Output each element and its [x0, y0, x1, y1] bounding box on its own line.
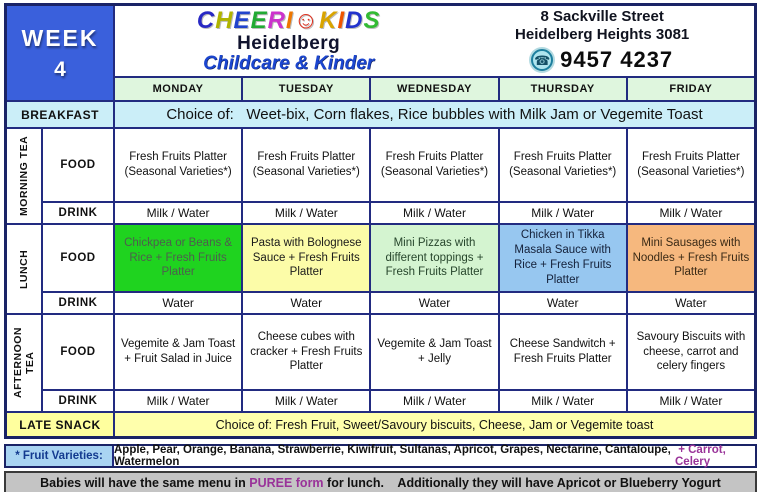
lunch-drink-monday: Water	[115, 293, 241, 313]
lunch-drink-thursday: Water	[500, 293, 626, 313]
afternoon-tea-food-tuesday: Cheese cubes with cracker + Fresh Fruits Platter	[243, 315, 369, 389]
afternoon-tea-drink-wednesday: Milk / Water	[371, 391, 497, 411]
morning-tea-food-wednesday: Fresh Fruits Platter (Seasonal Varieties*)	[371, 129, 497, 201]
address-line1: 8 Sackville Street	[540, 8, 664, 26]
afternoon-tea-drink-friday: Milk / Water	[628, 391, 754, 411]
day-header-thursday: THURSDAY	[500, 78, 626, 100]
week-box	[7, 6, 113, 100]
afternoon-tea-label: AFTERNOON TEA	[7, 315, 41, 411]
afternoon-tea-drink-monday: Milk / Water	[115, 391, 241, 411]
lunch-label: LUNCH	[7, 225, 41, 313]
org-type: Childcare & Kinder	[203, 52, 375, 74]
lunch-drink-tuesday: Water	[243, 293, 369, 313]
afternoon-tea-drink-label: DRINK	[43, 391, 113, 411]
afternoon-tea-food-thursday: Cheese Sandwitch + Fresh Fruits Platter	[500, 315, 626, 389]
cheeriokids-logo: CHEERI☺KIDS	[196, 7, 381, 35]
fruit-varieties-list	[114, 446, 755, 466]
lunch-food-friday: Mini Sausages with Noodles + Fresh Fruits Platter	[628, 225, 754, 291]
lunch-food-thursday: Chicken in Tikka Masala Sauce with Rice + Fresh Fruits Platter	[500, 225, 626, 291]
late-snack-label: LATE SNACK	[7, 413, 113, 436]
morning-tea-drink-friday: Milk / Water	[628, 203, 754, 223]
week-number: 4	[54, 57, 66, 81]
afternoon-tea-food-wednesday: Vegemite & Jam Toast + Jelly	[371, 315, 497, 389]
morning-tea-food-tuesday: Fresh Fruits Platter (Seasonal Varieties*)	[243, 129, 369, 201]
morning-tea-food-friday: Fresh Fruits Platter (Seasonal Varieties*)	[628, 129, 754, 201]
morning-tea-drink-thursday: Milk / Water	[500, 203, 626, 223]
lunch-food-tuesday: Pasta with Bolognese Sauce + Fresh Fruits Platter	[243, 225, 369, 291]
lunch-drink-friday: Water	[628, 293, 754, 313]
morning-tea-drink-monday: Milk / Water	[115, 203, 241, 223]
morning-tea-drink-label: DRINK	[43, 203, 113, 223]
breakfast-content: Choice of: Weet-bix, Corn flakes, Rice bubbles with Milk Jam or Vegemite Toast	[115, 102, 754, 127]
header-area	[115, 6, 754, 76]
lunch-drink-wednesday: Water	[371, 293, 497, 313]
phone-row	[531, 47, 673, 73]
afternoon-tea-food-monday: Vegemite & Jam Toast + Fruit Salad in Juice	[115, 315, 241, 389]
lunch-food-wednesday: Mini Pizzas with different toppings + Fresh Fruits Platter	[371, 225, 497, 291]
afternoon-tea-drink-thursday: Milk / Water	[500, 391, 626, 411]
day-header-friday: FRIDAY	[628, 78, 754, 100]
day-header-monday: MONDAY	[115, 78, 241, 100]
morning-tea-drink-wednesday: Milk / Water	[371, 203, 497, 223]
day-header-tuesday: TUESDAY	[243, 78, 369, 100]
morning-tea-label: MORNING TEA	[7, 129, 41, 223]
lunch-food-monday: Chickpea or Beans & Rice + Fresh Fruits Platter	[115, 225, 241, 291]
babies-note-bar	[4, 471, 757, 492]
logo-block	[121, 8, 456, 73]
weekly-menu-table	[4, 3, 757, 439]
org-city: Heidelberg	[237, 32, 341, 54]
day-header-wednesday: WEDNESDAY	[371, 78, 497, 100]
afternoon-tea-food-label: FOOD	[43, 315, 113, 389]
phone-icon: ☎	[531, 49, 553, 71]
week-label: WEEK	[21, 24, 99, 51]
phone-number: 9457 4237	[560, 47, 674, 73]
babies-note-post: for lunch. Additionally they will have Apricot or Blueberry Yogurt	[323, 476, 721, 490]
address-line2: Heidelberg Heights 3081	[515, 26, 690, 44]
late-snack-content: Choice of: Fresh Fruit, Sweet/Savoury biscuits, Cheese, Jam or Vegemite toast	[115, 413, 754, 436]
fruit-varieties-label: * Fruit Varieties:	[6, 446, 112, 466]
fruit-list-main: Apple, Pear, Orange, Banana, Strawberrie, Kiwifruit, Sultanas, Apricot, Grapes, Nectarine, Cantaloupe, Watermelon	[114, 444, 675, 468]
lunch-food-label: FOOD	[43, 225, 113, 291]
breakfast-label: BREAKFAST	[7, 102, 113, 127]
morning-tea-drink-tuesday: Milk / Water	[243, 203, 369, 223]
morning-tea-food-monday: Fresh Fruits Platter (Seasonal Varieties*)	[115, 129, 241, 201]
morning-tea-food-thursday: Fresh Fruits Platter (Seasonal Varieties*)	[500, 129, 626, 201]
morning-tea-food-label: FOOD	[43, 129, 113, 201]
fruit-varieties-bar	[4, 444, 757, 468]
address-block	[456, 8, 748, 73]
afternoon-tea-food-friday: Savoury Biscuits with cheese, carrot and celery fingers	[628, 315, 754, 389]
lunch-drink-label: DRINK	[43, 293, 113, 313]
afternoon-tea-drink-tuesday: Milk / Water	[243, 391, 369, 411]
babies-note-highlight: PUREE form	[249, 476, 324, 490]
babies-note-pre: Babies will have the same menu in	[40, 476, 250, 490]
fruit-list-suffix: + Carrot, Celery	[675, 444, 730, 468]
